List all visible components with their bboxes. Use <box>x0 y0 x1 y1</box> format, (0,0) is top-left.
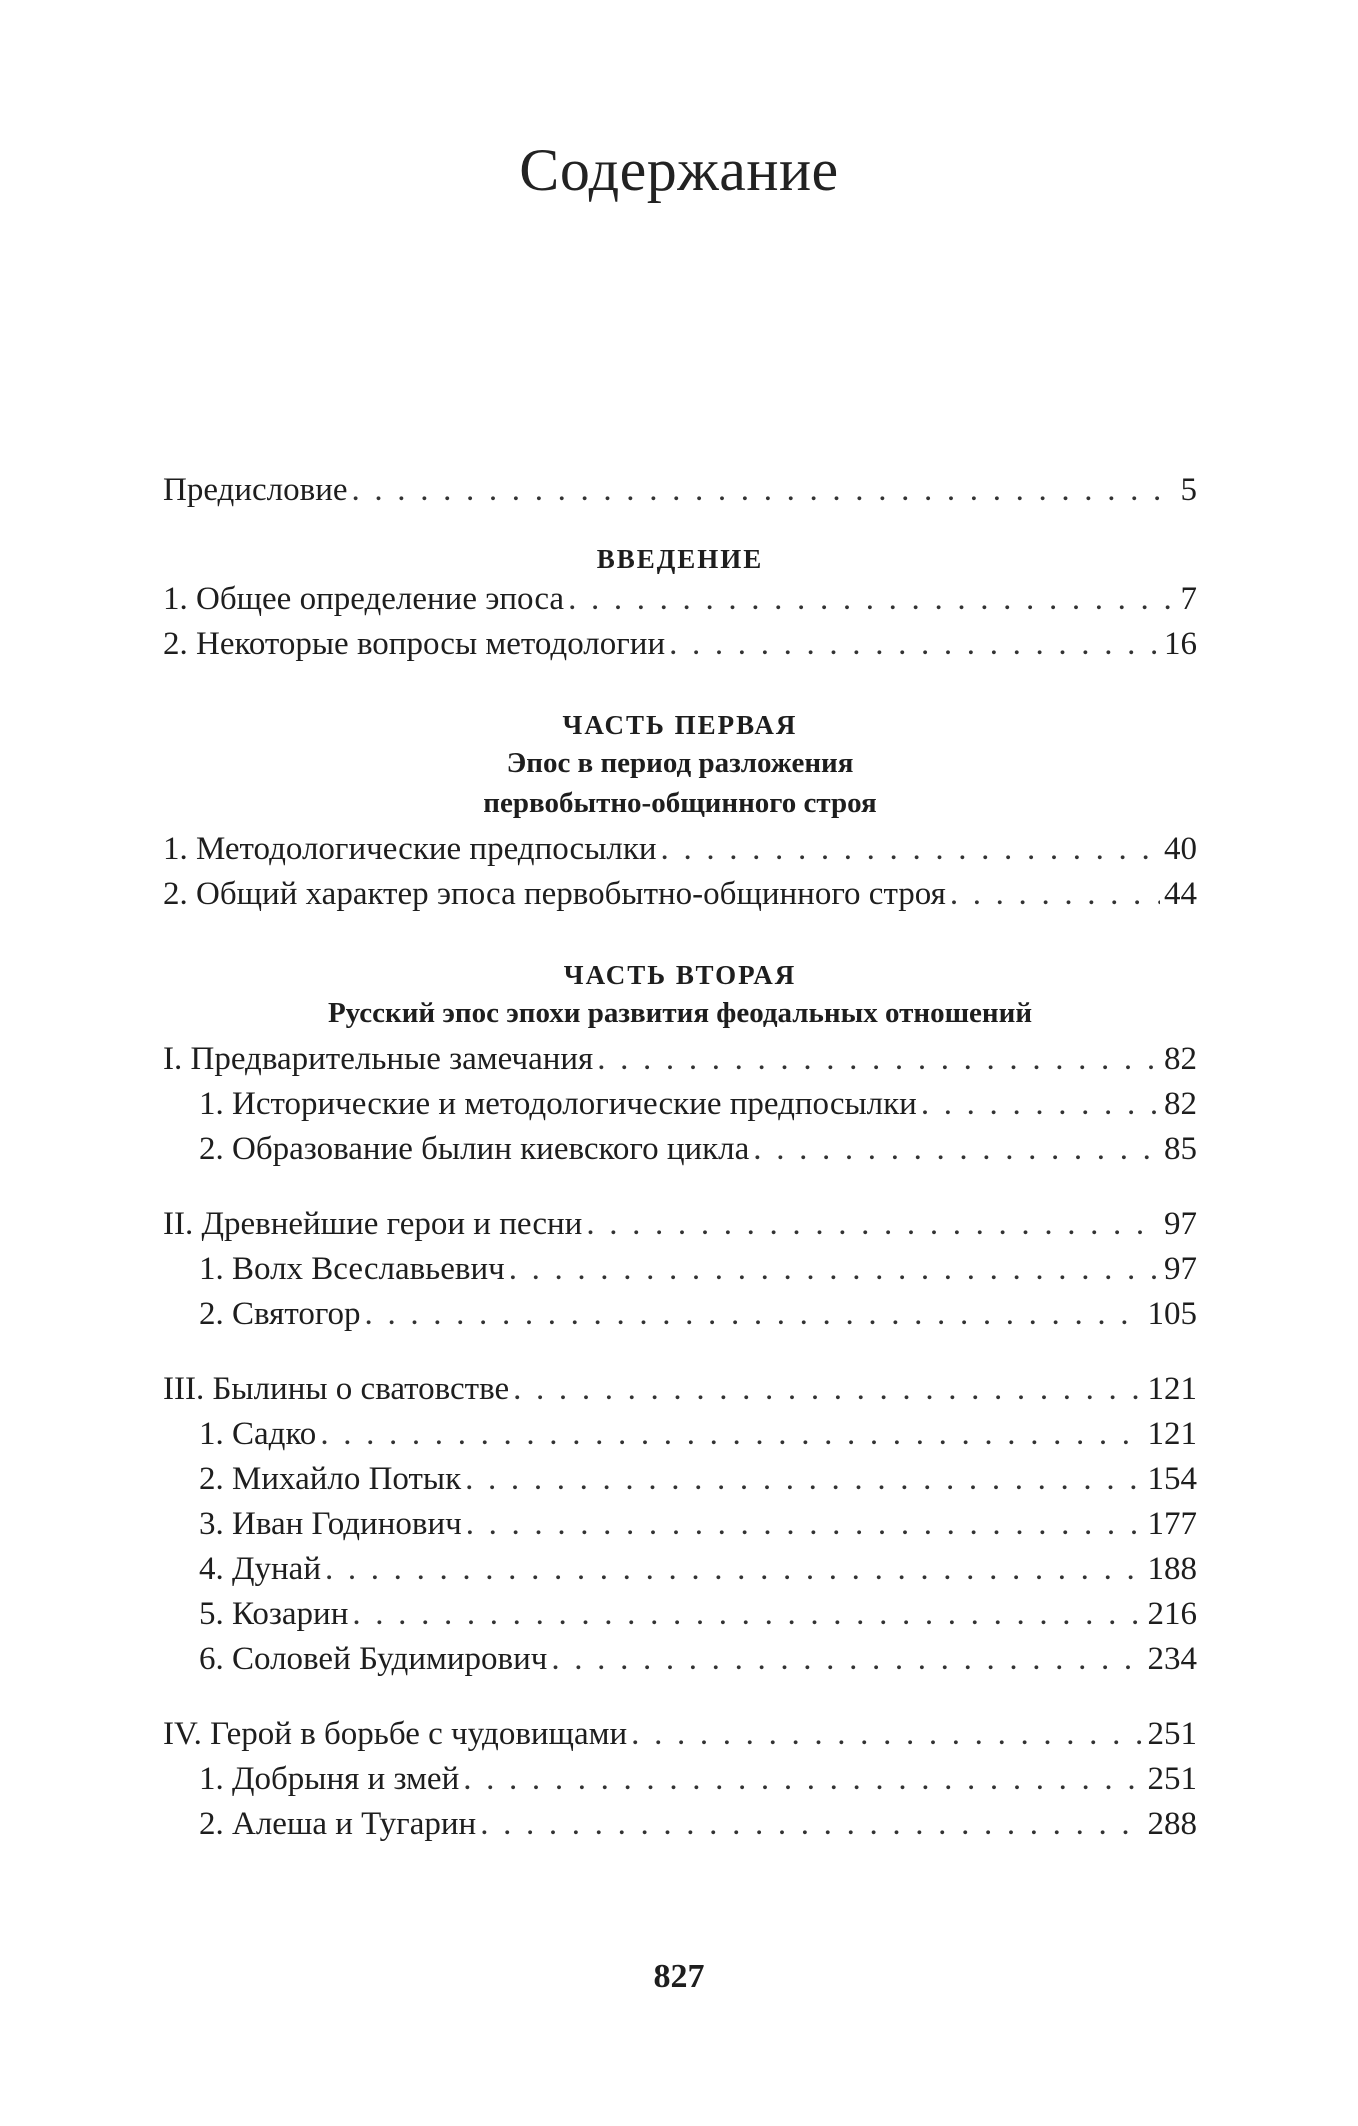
toc-entry-page: 121 <box>1147 1371 1197 1407</box>
dot-leader <box>509 1247 1160 1292</box>
toc-entry-page: 121 <box>1147 1416 1197 1452</box>
toc-entry-page: 85 <box>1164 1131 1197 1167</box>
section-heading-part-one: ЧАСТЬ ПЕРВАЯ <box>562 710 798 740</box>
dot-leader <box>568 577 1176 622</box>
toc-entry-page: 105 <box>1147 1296 1197 1332</box>
toc-entry-page: 82 <box>1164 1041 1197 1077</box>
dot-leader <box>480 1802 1143 1847</box>
dot-leader <box>586 1202 1160 1247</box>
toc-entry[interactable] <box>163 1802 1197 1847</box>
toc-entry-label: 2. Образование былин киевского цикла <box>199 1131 750 1167</box>
toc-chapter[interactable] <box>163 1367 1197 1412</box>
page-number: 827 <box>653 1958 705 1995</box>
toc-entry-label: 1. Общее определение эпоса <box>163 581 565 617</box>
section-heading-part-two: ЧАСТЬ ВТОРАЯ <box>563 960 797 990</box>
toc-entry[interactable] <box>163 1127 1197 1172</box>
dot-leader <box>669 622 1160 667</box>
toc-entry-label: 2. Некоторые вопросы методологии <box>163 626 666 662</box>
toc-entry-label: Предисловие <box>163 472 348 508</box>
dot-leader <box>631 1712 1143 1757</box>
page-title: Содержание <box>519 137 839 204</box>
dot-leader <box>921 1082 1160 1127</box>
toc-entry-label: 2. Михайло Потык <box>199 1461 462 1497</box>
toc-chapter[interactable] <box>163 1202 1197 1247</box>
toc-entry[interactable] <box>163 872 1197 917</box>
toc-entry-label: 4. Дунай <box>199 1551 321 1587</box>
toc-entry[interactable] <box>163 1082 1197 1127</box>
toc-entry[interactable] <box>163 1547 1197 1592</box>
dot-leader <box>753 1127 1160 1172</box>
toc-entry-page: 44 <box>1164 876 1197 912</box>
dot-leader <box>513 1367 1143 1412</box>
dot-leader <box>551 1637 1143 1682</box>
toc-entry-label: 5. Козарин <box>199 1596 349 1632</box>
dot-leader <box>325 1547 1144 1592</box>
toc-entry[interactable] <box>163 1757 1197 1802</box>
dot-leader <box>466 1502 1144 1547</box>
toc-entry-page: 288 <box>1147 1806 1197 1842</box>
dot-leader <box>352 468 1177 513</box>
toc-entry[interactable] <box>163 1592 1197 1637</box>
dot-leader <box>352 1592 1143 1637</box>
toc-entry[interactable] <box>163 1412 1197 1457</box>
toc-entry-page: 97 <box>1164 1206 1197 1242</box>
toc-entry[interactable] <box>163 1247 1197 1292</box>
toc-entry-label: III. Былины о сватовстве <box>163 1371 510 1407</box>
table-of-contents <box>163 468 1197 1847</box>
toc-entry-label: 1. Добрыня и змей <box>199 1761 460 1797</box>
toc-entry-page: 234 <box>1147 1641 1197 1677</box>
toc-entry-preface[interactable] <box>163 468 1197 513</box>
toc-entry-page: 154 <box>1147 1461 1197 1497</box>
toc-entry-page: 5 <box>1180 472 1197 508</box>
toc-entry-page: 97 <box>1164 1251 1197 1287</box>
dot-leader <box>365 1292 1144 1337</box>
toc-chapter[interactable] <box>163 1712 1197 1757</box>
section-subtitle-part-two: Русский эпос эпохи развития феодальных отношений <box>327 997 1033 1029</box>
toc-entry-page: 177 <box>1147 1506 1197 1542</box>
toc-entry[interactable] <box>163 577 1197 622</box>
toc-entry-page: 188 <box>1147 1551 1197 1587</box>
dot-leader <box>320 1412 1143 1457</box>
dot-leader <box>597 1037 1160 1082</box>
toc-entry-label: 2. Алеша и Тугарин <box>199 1806 477 1842</box>
section-subtitle-part-one: Эпос в период разложения <box>506 747 854 779</box>
toc-entry-page: 40 <box>1164 831 1197 867</box>
toc-entry-label: 2. Общий характер эпоса первобытно-общинного строя <box>163 876 946 912</box>
section-heading-intro: ВВЕДЕНИЕ <box>596 544 764 574</box>
toc-entry-label: 2. Святогор <box>199 1296 361 1332</box>
toc-entry[interactable] <box>163 1457 1197 1502</box>
toc-entry-page: 216 <box>1147 1596 1197 1632</box>
toc-entry-label: 1. Волх Всеславьевич <box>199 1251 505 1287</box>
dot-leader <box>950 872 1160 917</box>
toc-entry-label: 1. Садко <box>199 1416 317 1452</box>
toc-entry-label: 3. Иван Годинович <box>199 1506 462 1542</box>
toc-entry[interactable] <box>163 1637 1197 1682</box>
toc-entry-label: II. Древнейшие герои и песни <box>163 1206 583 1242</box>
toc-entry[interactable] <box>163 1292 1197 1337</box>
dot-leader <box>465 1457 1143 1502</box>
toc-entry-label: 6. Соловей Будимирович <box>199 1641 548 1677</box>
toc-entry[interactable] <box>163 827 1197 872</box>
toc-entry-label: 1. Методологические предпосылки <box>163 831 657 867</box>
toc-entry-page: 82 <box>1164 1086 1197 1122</box>
toc-entry-label: IV. Герой в борьбе с чудовищами <box>163 1716 628 1752</box>
toc-entry[interactable] <box>163 622 1197 667</box>
toc-entry-page: 7 <box>1180 581 1197 617</box>
toc-chapter[interactable] <box>163 1037 1197 1082</box>
toc-entry[interactable] <box>163 1502 1197 1547</box>
toc-entry-page: 251 <box>1147 1761 1197 1797</box>
toc-entry-label: I. Предварительные замечания <box>163 1041 594 1077</box>
toc-entry-label: 1. Исторические и методологические предпосылки <box>199 1086 917 1122</box>
toc-entry-page: 16 <box>1164 626 1197 662</box>
dot-leader <box>463 1757 1143 1802</box>
section-subtitle-part-one: первобытно-общинного строя <box>483 787 877 819</box>
toc-entry-page: 251 <box>1147 1716 1197 1752</box>
dot-leader <box>661 827 1160 872</box>
